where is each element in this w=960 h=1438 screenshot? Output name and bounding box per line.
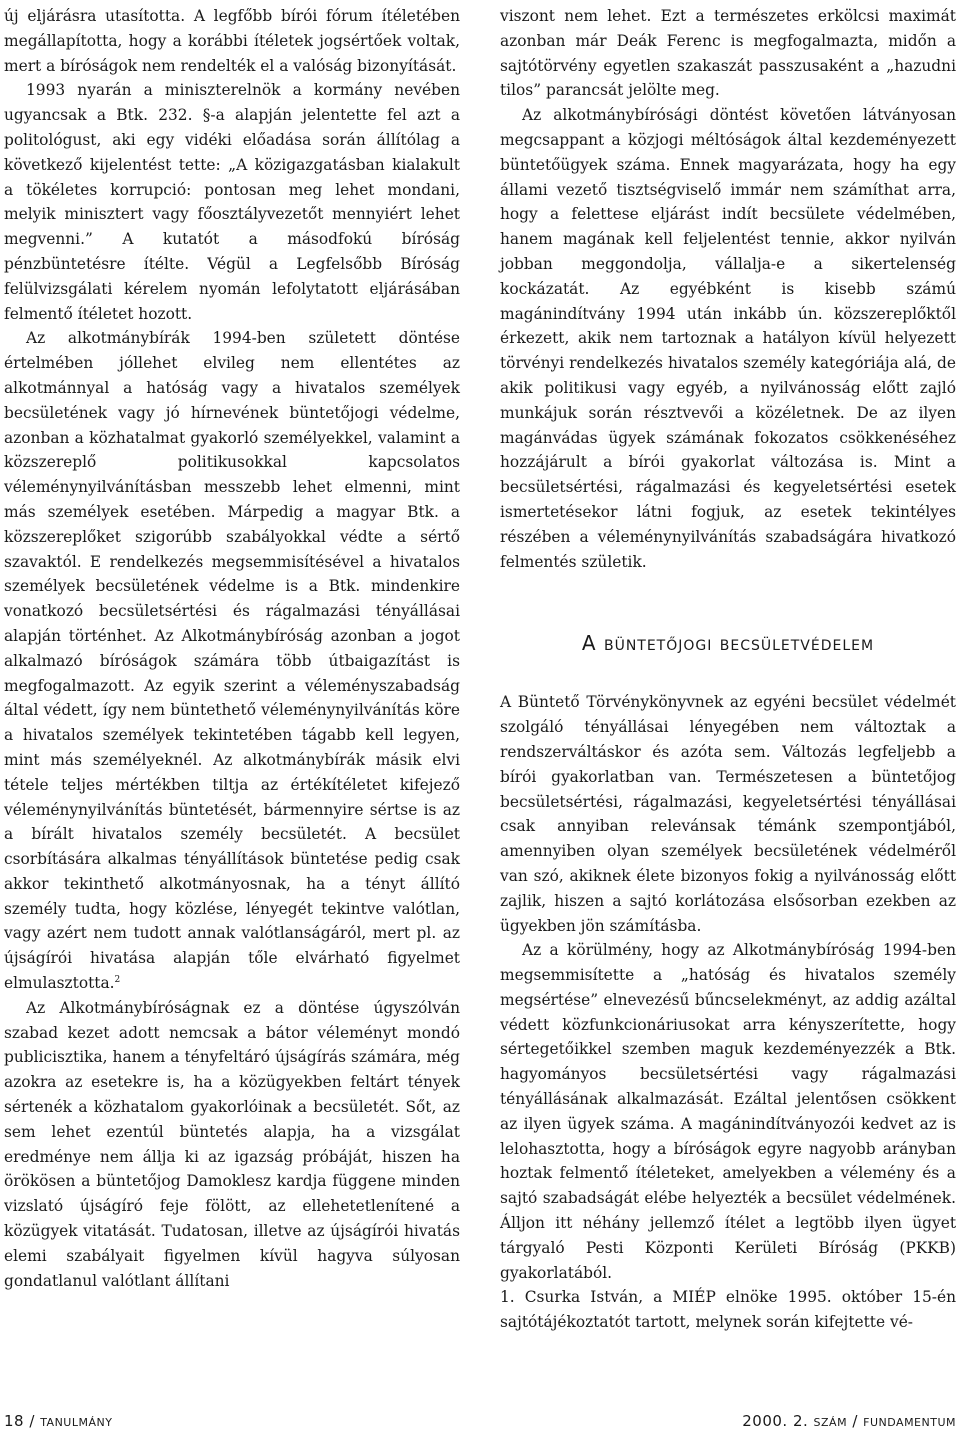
left-column — [4, 4, 460, 1293]
section-title: A büntetőjogi becsületvédelem — [581, 631, 875, 656]
paragraph — [4, 326, 460, 996]
paragraph: Az Alkotmánybíróságnak ez a döntése úgyszólván szabad kezet adott nemcsak a bátor véleményt mondó publicisztika, hanem a tényfeltáró újságírás számára, még azokra az esetekre is, ha a közügyekben feltárt tények sértenék a közhatalom gyakorlóinak a becsületét. Sőt, az sem lehet ezentúl büntetés alapja, ha a vizsgálat eredménye nem állja ki az igazság próbáját, hiszen ha örökösen a büntetőjog Damoklesz kardja függene minden vizslató újságíró feje fölött, az ellehetetlenítené a közügyek vitatását. Tudatosan, illetve az újságírói hivatás elemi szabályait figyelmen kívül hagyva súlyosan gondatlanul valótlant állítani — [4, 998, 460, 1290]
page-footer — [0, 1412, 960, 1436]
paragraph: A Büntető Törvénykönyvnek az egyéni becsület védelmét szolgáló tényállásai lényegében nem változtak a rendszerváltáskor és azóta sem. Változás legfeljebb a bírói gyakorlatban van. Természetesen a büntetőjog becsületsértési, rágalmazási, kegyeletsértési tényállásai csak annyiban relevánsak témánk szempontjából, amennyiben olyan személyek becsületének védelméről van szó, akiknek élete bizonyos fokig a nyilvánosság előtt zajlik, hiszen a sajtó korlátozása elsősorban ezekben az ügyekben jön számításba. — [500, 693, 956, 935]
paragraph: 1. Csurka István, a MIÉP elnöke 1995. október 15-én sajtótájékoztatót tartott, melynek során kifejtette vé- — [500, 1288, 956, 1332]
footer-section: tanulmány — [40, 1412, 113, 1430]
footer-left — [4, 1412, 112, 1430]
page-number: 18 — [4, 1412, 25, 1430]
footer-journal: fundamentum — [863, 1412, 956, 1430]
paragraph-text: Az alkotmánybírák 1994-ben született döntése értelmében jóllehet elvileg nem ellentétes az alkotmánnyal a hatóság vagy a hivatalos személyek becsületének vagy jó hírnevének büntetőjogi védelme, azonban a közhatalmat gyakorló személyekkel, valamint a közszereplő politikusokkal kapcsolatos véleménynyilvánításban messzebb lehet elmenni, mint más személyek esetében. Márpedig a magyar Btk. a közszereplőket szigorúbb szabályokkal védte a sértő szavaktól. E rendelkezés megsemmisítésével a hivatalos személyek becsületének védelme is a Btk. mindenkire vonatkozó becsületsértési és rágalmazási tényállásai alapján történhet. Az Alkotmánybíróság azonban a jogot alkalmazó bíróságok számára több útbaigazítást is megfogalmazott. Az egyik szerint a véleményszabadság által védett, így nem büntethető véleménynyilvánítás köre a hivatalos személyek tekintetében tágabb kell legyen, mint más személyeknél. Az alkotmánybírák másik elvi tétele teljes mértékben tiltja az értékítéletet kifejező véleménynyilvánítás büntetését, bármennyire sértse is az a bírált hivatalos személy becsületét. A becsület csorbítására alkalmas tényállítások büntetése pedig csak akkor tekinthető alkotmányosnak, ha a tényt állító személy tudta, hogy közlése, lényegét tekintve valótlan, vagy azért nem tudott annak valótlanságáról, mert pl. az újságírói hivatása alapján tőle elvárható figyelmet elmulasztotta. — [4, 329, 460, 993]
paragraph: Az alkotmánybírósági döntést követően látványosan megcsappant a közjogi méltóságok által kezdeményezett büntetőügyek száma. Ennek magyarázata, hogy ha egy állami vezető tisztségviselő immár nem számíthat arra, hogy a felettese eljárást indít becsülete védelmében, hanem magának kell feljelentést tennie, akkor nyilván jobban meggondolja, vállalja-e a sikertelenség kockázatát. Az egyébként is kisebb számú magánindítvány 1994 után inkább ún. közszereplőktől érkezett, akik nem tartoznak a hatályon kívül helyezett törvényi rendelkezés hivatalos személy kategóriája alá, de akik politikusi vagy egyéb, a nyilvánosság előtt zajló munkájuk során résztvevői a közéletnek. De az ilyen magánvádas ügyek számának fokozatos csökkenéséhez hozzájárult a bírói gyakorlat változása is. Mint a becsületsértési, rágalmazási és kegyeletsértési esetek ismertetésekor látni fogjuk, az esetek tekintélyes részében a véleménynyilvánítás szabadságára hivatkozó felmentés születik. — [500, 106, 956, 571]
paragraph: viszont nem lehet. Ezt a természetes erkölcsi maximát azonban már Deák Ferenc is megfogalmazta, midőn a sajtótörvény egyetlen szakaszát passzusaként a „hazudni tilos” parancsát jelölte meg. — [500, 7, 956, 100]
footer-separator: / — [24, 1412, 41, 1430]
right-column — [500, 4, 956, 1335]
footer-issue: 2000. 2. szám — [742, 1412, 848, 1430]
footer-separator: / — [847, 1412, 864, 1430]
paragraph: új eljárásra utasította. A legfőbb bírói fórum ítéletében megállapította, hogy a korábbi ítéletek jogsértőek voltak, mert a bíróságok nem rendelték el a valóság bizonyítását. — [4, 7, 460, 75]
paragraph: Az a körülmény, hogy az Alkotmánybíróság 1994-ben megsemmisítette a „hatóság és hivatalos személy megsértése” elnevezésű bűncselekményt, az addig azáltal védett közfunkcionáriusokat arra kényszerítette, hogy sértegetőikkel szemben maguk kezdeményezzék a Btk. hagyományos becsületsértési vagy rágalmazási tényállásának alkalmazását. Ezáltal jelentősen csökkent az ilyen ügyek száma. A magánindítványozói kedvet az is lelohasztotta, hogy a bíróságok egyre nagyobb arányban hoztak felmentő ítéleteket, amelyekben a vélemény és a sajtó szabadságát elébe helyezték a becsület védelmének. Álljon itt néhány jellemző ítélet a legtöbb ilyen ügyet tárgyaló Pesti Központi Kerületi Bíróság (PKKB) gyakorlatából. — [500, 941, 956, 1282]
paragraph: 1993 nyarán a miniszterelnök a kormány nevében ugyancsak a Btk. 232. §-a alapján jelentette fel azt a politológust, aki egy vidéki előadása során állítólag a következő kijelentést tette: „A közigazgatásban kialakult a tökéletes korrupció: pontosan meg lehet mondani, melyik minisztert vagy főosztályvezetőt mennyiért lehet megvenni.” A kutatót a másodfokú bíróság pénzbüntetésre ítélte. Végül a Legfelsőbb Bíróság felülvizsgálati kérelem nyomán lefolytatott eljárásában felmentő ítéletet hozott. — [4, 81, 460, 323]
footer-right — [742, 1412, 956, 1430]
footnote-marker[interactable]: 2 — [114, 974, 121, 985]
